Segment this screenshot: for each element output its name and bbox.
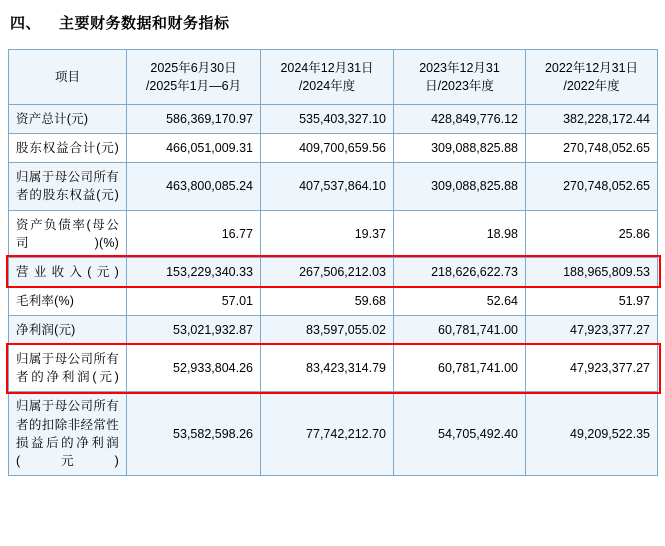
row-value: 267,506,212.03	[261, 257, 394, 286]
row-value: 463,800,085.24	[127, 163, 261, 210]
row-value: 218,626,622.73	[394, 257, 526, 286]
financial-data-table	[8, 49, 658, 476]
row-value: 428,849,776.12	[394, 105, 526, 134]
table-row	[9, 316, 658, 345]
row-value: 59.68	[261, 286, 394, 315]
row-value: 53,021,932.87	[127, 316, 261, 345]
row-value: 382,228,172.44	[526, 105, 658, 134]
row-value: 83,423,314.79	[261, 345, 394, 392]
row-value: 77,742,212.70	[261, 392, 394, 476]
table-header-row	[9, 50, 658, 105]
table-row	[9, 286, 658, 315]
row-label: 归属于母公司所有者的扣除非经常性损益后的净利润(元)	[9, 392, 127, 476]
row-label: 资产总计(元)	[9, 105, 127, 134]
column-header-2025h1: 2025年6月30日 /2025年1月—6月	[127, 50, 261, 105]
row-value: 309,088,825.88	[394, 163, 526, 210]
column-header-item: 项目	[9, 50, 127, 105]
row-label: 资产负债率(母公司)(%)	[9, 210, 127, 257]
row-label: 归属于母公司所有者的净利润(元)	[9, 345, 127, 392]
row-value: 19.37	[261, 210, 394, 257]
column-header-2023: 2023年12月31 日/2023年度	[394, 50, 526, 105]
table-row	[9, 257, 658, 286]
row-label: 归属于母公司所有者的股东权益(元)	[9, 163, 127, 210]
row-value: 54,705,492.40	[394, 392, 526, 476]
row-value: 83,597,055.02	[261, 316, 394, 345]
row-label: 股东权益合计(元)	[9, 134, 127, 163]
row-value: 409,700,659.56	[261, 134, 394, 163]
row-value: 25.86	[526, 210, 658, 257]
section-title-text: 主要财务数据和财务指标	[59, 15, 230, 32]
column-header-2024: 2024年12月31日 /2024年度	[261, 50, 394, 105]
row-value: 47,923,377.27	[526, 316, 658, 345]
row-value: 52.64	[394, 286, 526, 315]
row-value: 18.98	[394, 210, 526, 257]
page-title	[0, 0, 665, 33]
row-value: 47,923,377.27	[526, 345, 658, 392]
row-value: 16.77	[127, 210, 261, 257]
row-value: 309,088,825.88	[394, 134, 526, 163]
row-value: 466,051,009.31	[127, 134, 261, 163]
row-value: 535,403,327.10	[261, 105, 394, 134]
row-value: 53,582,598.26	[127, 392, 261, 476]
column-header-2022: 2022年12月31日 /2022年度	[526, 50, 658, 105]
row-value: 153,229,340.33	[127, 257, 261, 286]
row-label: 毛利率(%)	[9, 286, 127, 315]
section-number: 四、	[10, 15, 42, 32]
row-value: 52,933,804.26	[127, 345, 261, 392]
table-row	[9, 210, 658, 257]
table-row	[9, 105, 658, 134]
row-value: 407,537,864.10	[261, 163, 394, 210]
table-row	[9, 163, 658, 210]
row-value: 57.01	[127, 286, 261, 315]
table-row	[9, 345, 658, 392]
row-label: 营业收入(元)	[9, 257, 127, 286]
table-row	[9, 134, 658, 163]
financial-table-wrapper	[8, 49, 657, 476]
row-value: 51.97	[526, 286, 658, 315]
row-value: 586,369,170.97	[127, 105, 261, 134]
table-row	[9, 392, 658, 476]
row-value: 188,965,809.53	[526, 257, 658, 286]
row-value: 60,781,741.00	[394, 316, 526, 345]
row-value: 60,781,741.00	[394, 345, 526, 392]
row-value: 270,748,052.65	[526, 163, 658, 210]
row-value: 270,748,052.65	[526, 134, 658, 163]
row-value: 49,209,522.35	[526, 392, 658, 476]
row-label: 净利润(元)	[9, 316, 127, 345]
